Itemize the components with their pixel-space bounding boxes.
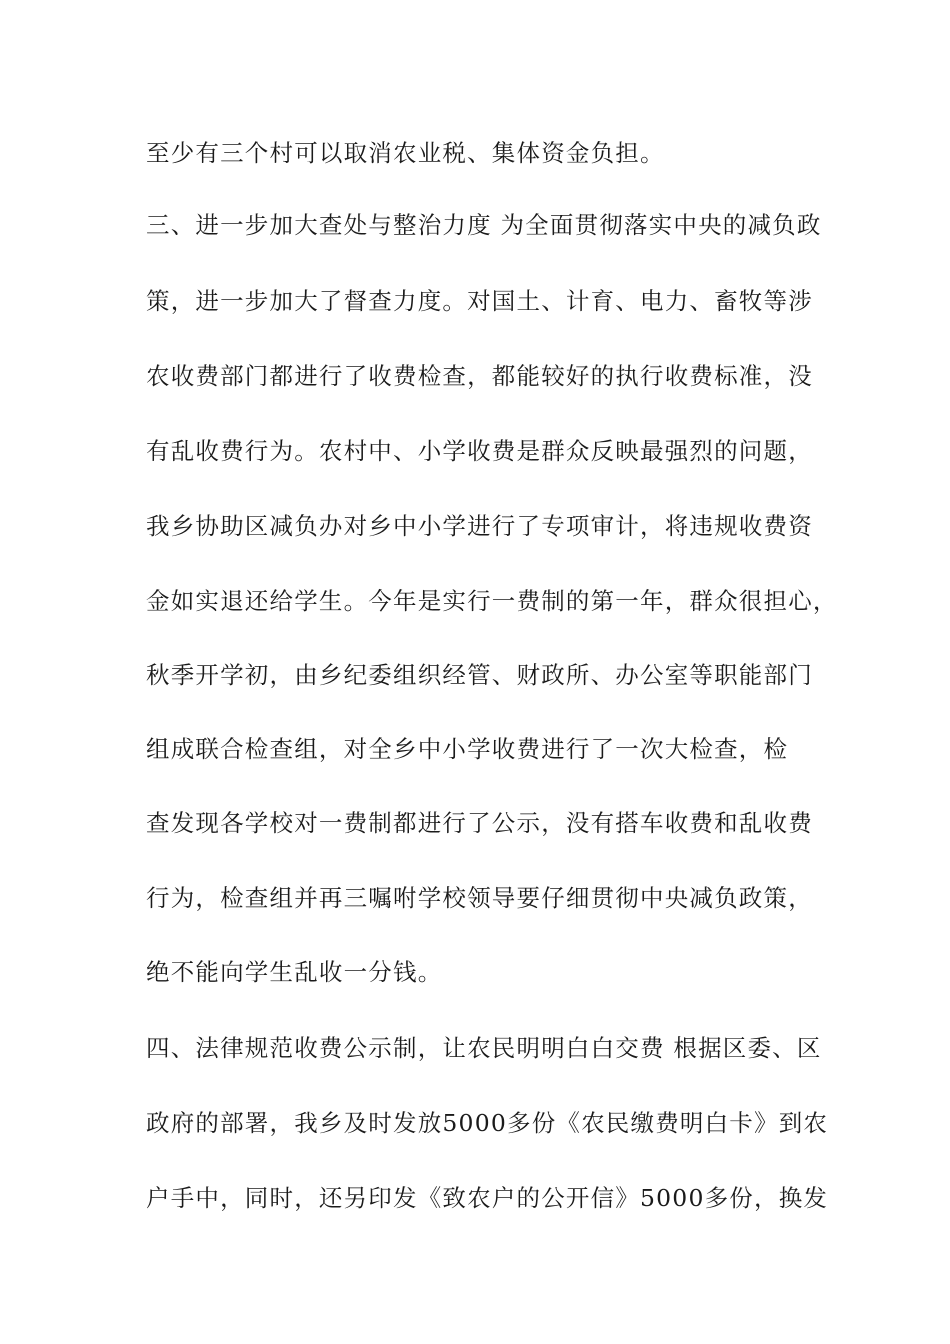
text-line: 有乱收费行为。农村中、小学收费是群众反映最强烈的问题， — [146, 437, 813, 465]
text-line: 秋季开学初，由乡纪委组织经管、财政所、办公室等职能部门 — [146, 661, 813, 689]
text-line: 金如实退还给学生。今年是实行一费制的第一年，群众很担心， — [146, 587, 838, 615]
text-line: 至少有三个村可以取消农业税、集体资金负担。 — [146, 139, 665, 167]
text-line: 三、进一步加大查处与整治力度 为全面贯彻落实中央的减负政 — [146, 211, 822, 239]
text-line: 政府的部署，我乡及时发放5000多份《农民缴费明白卡》到农 — [146, 1109, 829, 1137]
text-line: 四、法律规范收费公示制，让农民明明白白交费 根据区委、区 — [146, 1034, 822, 1062]
text-line: 农收费部门都进行了收费检查，都能较好的执行收费标准，没 — [146, 362, 813, 390]
text-line: 户手中，同时，还另印发《致农户的公开信》5000多份，换发 — [146, 1184, 829, 1212]
text-line: 策，进一步加大了督查力度。对国土、计育、电力、畜牧等涉 — [146, 287, 813, 315]
text-line: 行为，检查组并再三嘱咐学校领导要仔细贯彻中央减负政策， — [146, 884, 813, 912]
text-line: 查发现各学校对一费制都进行了公示，没有搭车收费和乱收费 — [146, 809, 813, 837]
text-line: 我乡协助区减负办对乡中小学进行了专项审计，将违规收费资 — [146, 512, 813, 540]
text-line: 绝不能向学生乱收一分钱。 — [146, 958, 443, 986]
text-line: 组成联合检查组，对全乡中小学收费进行了一次大检查，检 — [146, 735, 789, 763]
